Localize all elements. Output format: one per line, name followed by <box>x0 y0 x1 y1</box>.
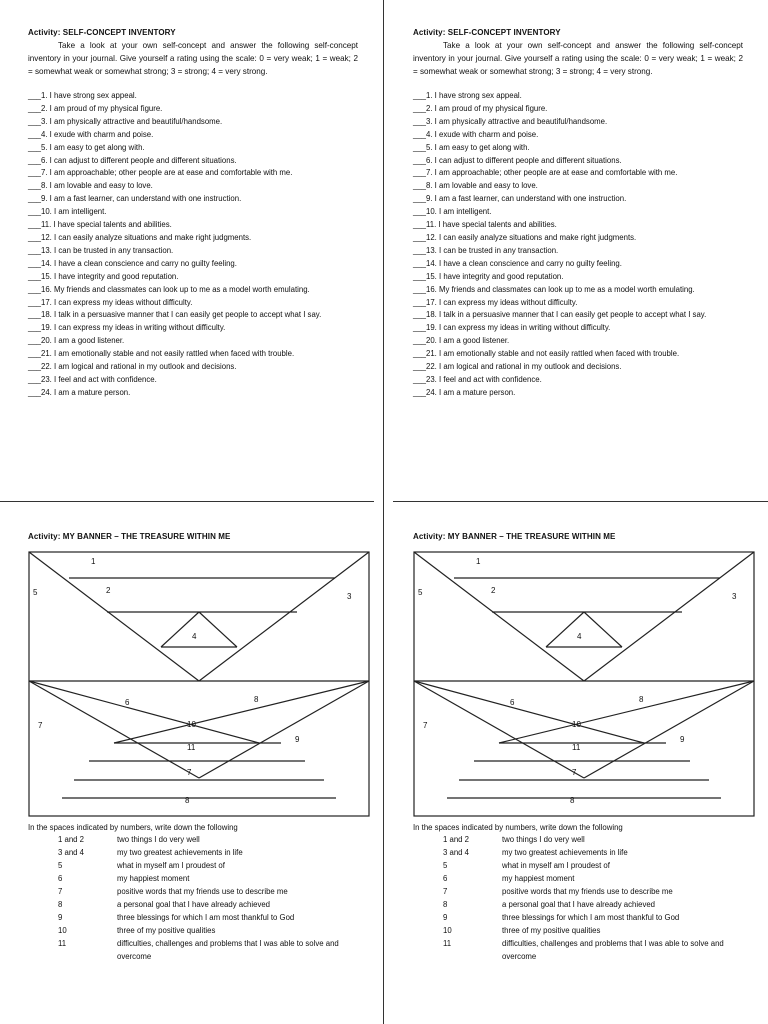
banner-number-label: 11 <box>572 743 581 752</box>
banner-number-label: 4 <box>192 632 197 641</box>
legend-number: 6 <box>58 874 63 883</box>
inventory-item: ___9. I am a fast learner, can understand with one instruction. <box>28 194 242 204</box>
legend-row <box>28 937 358 963</box>
banner-number-label: 9 <box>680 735 685 744</box>
inventory-item: ___1. I have strong sex appeal. <box>413 91 522 100</box>
legend-row <box>28 846 358 859</box>
inventory-item: ___8. I am lovable and easy to love. <box>413 181 538 191</box>
banner-number-label: 7 <box>572 768 577 777</box>
banner-line <box>584 612 622 647</box>
legend-number: 6 <box>443 874 448 883</box>
inventory-right <box>413 28 743 400</box>
banner-number-label: 8 <box>254 695 259 704</box>
legend-number: 11 <box>443 939 452 948</box>
banner-line <box>414 681 584 778</box>
banner-right <box>413 532 743 963</box>
banner-line <box>29 681 259 743</box>
legend-row <box>413 937 743 963</box>
legend-row <box>413 833 743 846</box>
banner-svg <box>413 551 755 817</box>
inventory-item: ___3. I am physically attractive and beautiful/handsome. <box>413 116 608 126</box>
banner-line <box>161 612 199 647</box>
legend-description: two things I do very well <box>502 835 585 844</box>
banner-figure <box>28 551 358 817</box>
inventory-item: ___15. I have integrity and good reputation. <box>28 271 179 281</box>
banner-number-label: 3 <box>347 592 352 601</box>
horizontal-divider-right <box>393 501 768 502</box>
legend-row <box>28 885 358 898</box>
legend-description: positive words that my friends use to describe me <box>117 887 288 896</box>
legend-description: two things I do very well <box>117 835 200 844</box>
banner-number-label: 11 <box>187 743 196 752</box>
banner-line <box>414 552 584 681</box>
banner-number-label: 10 <box>187 720 196 729</box>
banner-number-label: 6 <box>510 698 515 707</box>
inventory-item: ___18. I talk in a persuasive manner that I can easily get people to accept what I say. <box>413 310 707 320</box>
banner-number-label: 8 <box>639 695 644 704</box>
legend-number: 7 <box>58 887 63 896</box>
legend-description: a personal goal that I have already achieved <box>502 900 656 909</box>
inventory-item: ___19. I can express my ideas in writing without difficulty. <box>28 323 226 333</box>
legend-row <box>413 911 743 924</box>
legend-description: difficulties, challenges and problems that I was able to solve and overcome <box>117 939 339 961</box>
legend-row <box>413 924 743 937</box>
legend-description: three of my positive qualities <box>117 926 216 935</box>
legend-number: 1 and 2 <box>443 835 470 844</box>
inventory-item: ___12. I can easily analyze situations and make right judgments. <box>28 232 252 242</box>
legend-row <box>413 885 743 898</box>
legend-row <box>28 924 358 937</box>
legend-description: my happiest moment <box>117 874 190 883</box>
legend-number: 10 <box>58 926 67 935</box>
inventory-item: ___5. I am easy to get along with. <box>413 142 530 152</box>
inventory-item: ___18. I talk in a persuasive manner that I can easily get people to accept what I say. <box>28 310 322 320</box>
inventory-list <box>28 90 358 400</box>
legend-row <box>413 872 743 885</box>
banner-number-label: 3 <box>732 592 737 601</box>
inventory-item: ___10. I am intelligent. <box>28 207 107 217</box>
inventory-title: Activity: SELF-CONCEPT INVENTORY <box>28 28 176 37</box>
inventory-item: ___23. I feel and act with confidence. <box>413 374 542 384</box>
legend-description: my two greatest achievements in life <box>502 848 628 857</box>
banner-line <box>499 681 754 743</box>
banner-number-label: 7 <box>423 721 428 730</box>
legend-number: 9 <box>58 913 63 922</box>
inventory-item: ___1. I have strong sex appeal. <box>28 91 137 100</box>
banner-line <box>546 612 584 647</box>
inventory-item: ___22. I am logical and rational in my outlook and decisions. <box>413 362 622 372</box>
banner-line <box>29 552 199 681</box>
legend-number: 3 and 4 <box>443 848 470 857</box>
banner-number-label: 5 <box>33 588 38 597</box>
banner-number-label: 5 <box>418 588 423 597</box>
legend-number: 9 <box>443 913 448 922</box>
inventory-item: ___14. I have a clean conscience and carry no guilty feeling. <box>28 258 237 268</box>
banner-line <box>414 681 644 743</box>
inventory-item: ___20. I am a good listener. <box>413 336 510 346</box>
inventory-item: ___12. I can easily analyze situations and make right judgments. <box>413 232 637 242</box>
legend-number: 11 <box>58 939 67 948</box>
inventory-item: ___4. I exude with charm and poise. <box>413 129 539 139</box>
banner-number-label: 9 <box>295 735 300 744</box>
banner-number-label: 4 <box>577 632 582 641</box>
legend-row <box>28 898 358 911</box>
inventory-item: ___21. I am emotionally stable and not easily rattled when faced with trouble. <box>28 349 295 359</box>
inventory-item: ___21. I am emotionally stable and not easily rattled when faced with trouble. <box>413 349 680 359</box>
banner-line <box>199 612 237 647</box>
legend-description: my two greatest achievements in life <box>117 848 243 857</box>
banner-number-label: 2 <box>106 586 111 595</box>
legend-description: difficulties, challenges and problems that I was able to solve and overcome <box>502 939 724 961</box>
banner-number-label: 8 <box>185 796 190 805</box>
inventory-item: ___22. I am logical and rational in my outlook and decisions. <box>28 362 237 372</box>
legend-number: 3 and 4 <box>58 848 85 857</box>
inventory-item: ___24. I am a mature person. <box>28 387 131 397</box>
legend-row <box>28 833 358 846</box>
inventory-item: ___10. I am intelligent. <box>413 207 492 217</box>
banner-title: Activity: MY BANNER – THE TREASURE WITHIN ME <box>413 532 616 541</box>
banner-figure <box>413 551 743 817</box>
horizontal-divider-left <box>0 501 374 502</box>
banner-number-label: 2 <box>491 586 496 595</box>
inventory-item: ___2. I am proud of my physical figure. <box>28 103 163 113</box>
inventory-instruction: Take a look at your own self-concept and answer the following self-concept inventory in your journal. Give yourself a rating using the scale: 0 = very weak; 1 = weak; 2 = somewhat weak or somewhat strong; 3 = strong; 4 = very strong. <box>28 41 358 76</box>
banner-line <box>199 681 369 778</box>
legend-row <box>413 846 743 859</box>
legend-description: positive words that my friends use to describe me <box>502 887 673 896</box>
inventory-item: ___4. I exude with charm and poise. <box>28 129 154 139</box>
legend-row <box>413 859 743 872</box>
inventory-item: ___20. I am a good listener. <box>28 336 125 346</box>
banner-line <box>199 552 369 681</box>
banner-svg <box>28 551 370 817</box>
inventory-item: ___16. My friends and classmates can look up to me as a model worth emulating. <box>413 284 695 294</box>
inventory-item: ___17. I can express my ideas without difficulty. <box>28 297 193 307</box>
inventory-item: ___11. I have special talents and abilities. <box>413 220 557 230</box>
inventory-item: ___6. I can adjust to different people and different situations. <box>28 155 237 165</box>
inventory-item: ___6. I can adjust to different people and different situations. <box>413 155 622 165</box>
inventory-title: Activity: SELF-CONCEPT INVENTORY <box>413 28 561 37</box>
legend-description: three of my positive qualities <box>502 926 601 935</box>
inventory-item: ___16. My friends and classmates can look up to me as a model worth emulating. <box>28 284 310 294</box>
legend-row <box>413 898 743 911</box>
inventory-item: ___17. I can express my ideas without difficulty. <box>413 297 578 307</box>
inventory-left <box>28 28 358 400</box>
legend-row <box>28 859 358 872</box>
banner-line <box>584 552 754 681</box>
legend-description: what in myself am I proudest of <box>502 861 610 870</box>
legend-description: a personal goal that I have already achieved <box>117 900 271 909</box>
legend-number: 8 <box>58 900 63 909</box>
banner-number-label: 10 <box>572 720 581 729</box>
inventory-item: ___11. I have special talents and abilities. <box>28 220 172 230</box>
inventory-list <box>413 90 743 400</box>
inventory-item: ___13. I can be trusted in any transaction. <box>413 245 559 255</box>
legend-number: 1 and 2 <box>58 835 85 844</box>
legend-list <box>413 833 743 963</box>
inventory-item: ___3. I am physically attractive and beautiful/handsome. <box>28 116 223 126</box>
legend-number: 5 <box>58 861 63 870</box>
banner-line <box>29 681 199 778</box>
legend-description: three blessings for which I am most thankful to God <box>117 913 295 922</box>
inventory-item: ___8. I am lovable and easy to love. <box>28 181 153 191</box>
inventory-item: ___5. I am easy to get along with. <box>28 142 145 152</box>
legend-intro: In the spaces indicated by numbers, write down the following <box>28 823 238 832</box>
banner-line <box>584 681 754 778</box>
banner-number-label: 7 <box>187 768 192 777</box>
inventory-instruction: Take a look at your own self-concept and answer the following self-concept inventory in your journal. Give yourself a rating using the scale: 0 = very weak; 1 = weak; 2 = somewhat weak or somewhat strong; 3 = strong; 4 = very strong. <box>413 41 743 76</box>
legend-row <box>28 911 358 924</box>
inventory-item: ___7. I am approachable; other people are at ease and comfortable with me. <box>413 168 678 178</box>
legend-number: 7 <box>443 887 448 896</box>
inventory-item: ___9. I am a fast learner, can understand with one instruction. <box>413 194 627 204</box>
inventory-item: ___24. I am a mature person. <box>413 387 516 397</box>
inventory-item: ___14. I have a clean conscience and carry no guilty feeling. <box>413 258 622 268</box>
legend-description: what in myself am I proudest of <box>117 861 225 870</box>
banner-left <box>28 532 358 963</box>
inventory-item: ___19. I can express my ideas in writing without difficulty. <box>413 323 611 333</box>
banner-line <box>114 681 369 743</box>
legend-number: 5 <box>443 861 448 870</box>
legend-list <box>28 833 358 963</box>
banner-number-label: 7 <box>38 721 43 730</box>
inventory-item: ___7. I am approachable; other people are at ease and comfortable with me. <box>28 168 293 178</box>
banner-frame <box>29 552 369 816</box>
banner-number-label: 8 <box>570 796 575 805</box>
legend-description: my happiest moment <box>502 874 575 883</box>
vertical-divider <box>383 0 384 1024</box>
legend-row <box>28 872 358 885</box>
inventory-item: ___2. I am proud of my physical figure. <box>413 103 548 113</box>
banner-frame <box>414 552 754 816</box>
inventory-item: ___15. I have integrity and good reputation. <box>413 271 564 281</box>
banner-number-label: 1 <box>476 557 481 566</box>
legend-description: three blessings for which I am most thankful to God <box>502 913 680 922</box>
banner-number-label: 1 <box>91 557 96 566</box>
legend-number: 8 <box>443 900 448 909</box>
legend-number: 10 <box>443 926 452 935</box>
banner-number-label: 6 <box>125 698 130 707</box>
inventory-item: ___23. I feel and act with confidence. <box>28 374 157 384</box>
legend-intro: In the spaces indicated by numbers, write down the following <box>413 823 623 832</box>
banner-title: Activity: MY BANNER – THE TREASURE WITHIN ME <box>28 532 231 541</box>
inventory-item: ___13. I can be trusted in any transaction. <box>28 245 174 255</box>
